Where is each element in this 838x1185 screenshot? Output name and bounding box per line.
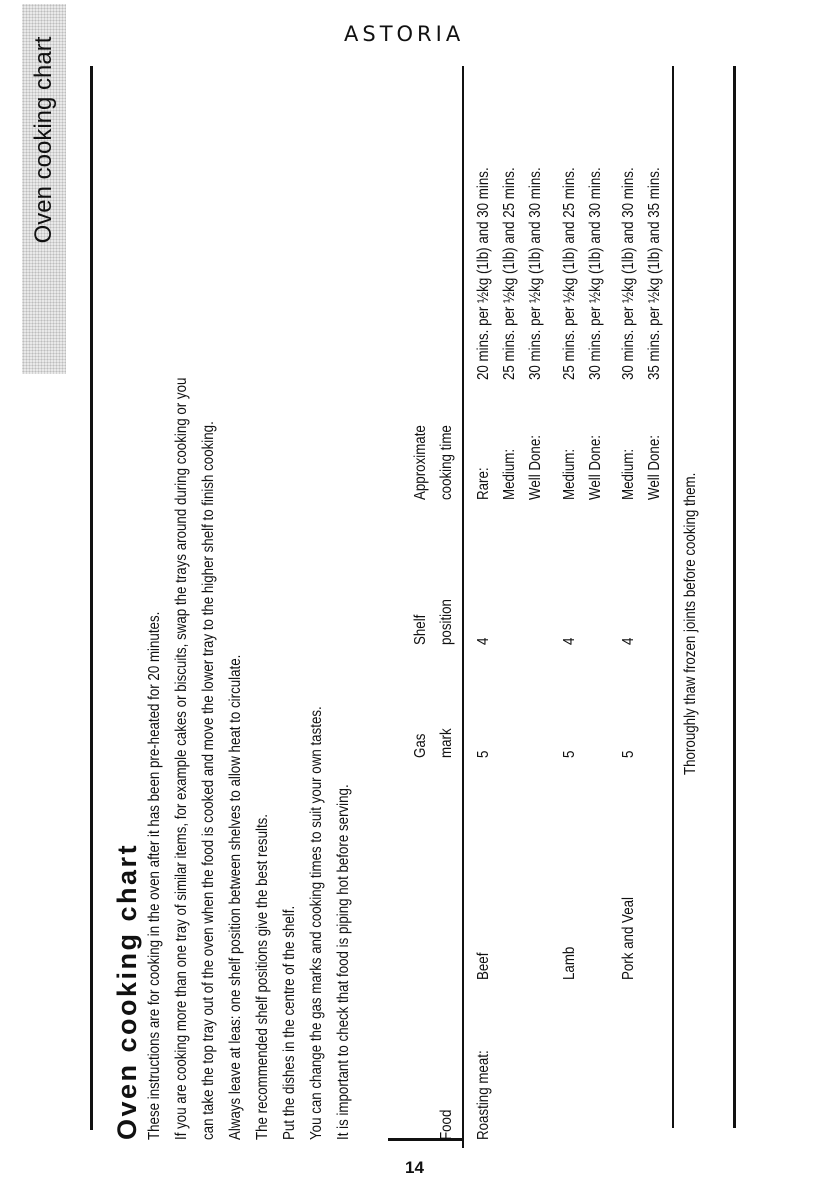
cooking-time: 25 mins. per ½kg (1lb) and 25 mins.	[501, 167, 518, 380]
category-label: Roasting meat:	[475, 1050, 492, 1140]
page-right-rule	[733, 66, 736, 1128]
cooking-time: 20 mins. per ½kg (1lb) and 30 mins.	[475, 167, 492, 380]
instruction-line: These instructions are for cooking in the oven after it has been pre-heated for 20 minutes.	[146, 611, 163, 1140]
instruction-line: The recommended shelf positions give the best results.	[254, 813, 271, 1140]
header-gas-mark: Gas	[412, 733, 429, 758]
header-shelf-position: Shelf	[412, 614, 429, 645]
instruction-line: can take the top tray out of the oven when the food is cooked and move the lower tray to the higher shelf to finish cooking.	[200, 421, 217, 1140]
header-shelf-position: position	[438, 599, 455, 645]
shelf-position: 4	[475, 637, 492, 645]
gas-mark: 5	[561, 750, 578, 758]
cooking-time: 35 mins. per ½kg (1lb) and 35 mins.	[646, 167, 663, 380]
table-note: Thoroughly thaw frozen joints before cooking them.	[682, 472, 699, 775]
header-gas-mark: mark	[438, 728, 455, 758]
cooking-time: 30 mins. per ½kg (1lb) and 30 mins.	[620, 167, 637, 380]
top-rule	[90, 66, 93, 1130]
shelf-position: 4	[620, 637, 637, 645]
cooking-time: 30 mins. per ½kg (1lb) and 30 mins.	[527, 167, 544, 380]
doneness: Well Done:	[527, 435, 544, 500]
section-tab-label: Oven cooking chart	[30, 36, 57, 244]
header-cooking-time: cooking time	[438, 425, 455, 500]
food-name: Pork and Veal	[620, 896, 637, 980]
header-cooking-time: Approximate	[412, 425, 429, 500]
doneness: Medium:	[561, 448, 578, 500]
rotated-content	[100, 90, 699, 1140]
shelf-position: 4	[561, 637, 578, 645]
cooking-time: 25 mins. per ½kg (1lb) and 25 mins.	[561, 167, 578, 380]
page-number: 14	[405, 1158, 424, 1177]
doneness: Well Done:	[646, 435, 663, 500]
instruction-line: Put the dishes in the centre of the shelf.	[281, 905, 298, 1140]
instruction-line: You can change the gas marks and cooking times to suit your own tastes.	[308, 706, 325, 1140]
doneness: Medium:	[620, 448, 637, 500]
gas-mark: 5	[475, 750, 492, 758]
header-food: Food	[438, 1109, 455, 1140]
food-name: Lamb	[561, 946, 578, 980]
doneness: Rare:	[475, 467, 492, 500]
instruction-line: If you are cooking more than one tray of similar items, for example cakes or biscuits, swap the trays around during cooking or you	[173, 377, 190, 1140]
brand-name: ASTORIA	[344, 22, 465, 46]
doneness: Well Done:	[587, 435, 604, 500]
doneness: Medium:	[501, 448, 518, 500]
food-name: Beef	[475, 952, 492, 980]
gas-mark: 5	[620, 750, 637, 758]
instruction-line: Always leave at leas: one shelf position between shelves to allow heat to circulate.	[227, 654, 244, 1140]
cooking-time: 30 mins. per ½kg (1lb) and 30 mins.	[587, 167, 604, 380]
page-title: Oven cooking chart	[112, 842, 142, 1140]
instruction-line: It is important to check that food is piping hot before serving.	[335, 784, 352, 1140]
